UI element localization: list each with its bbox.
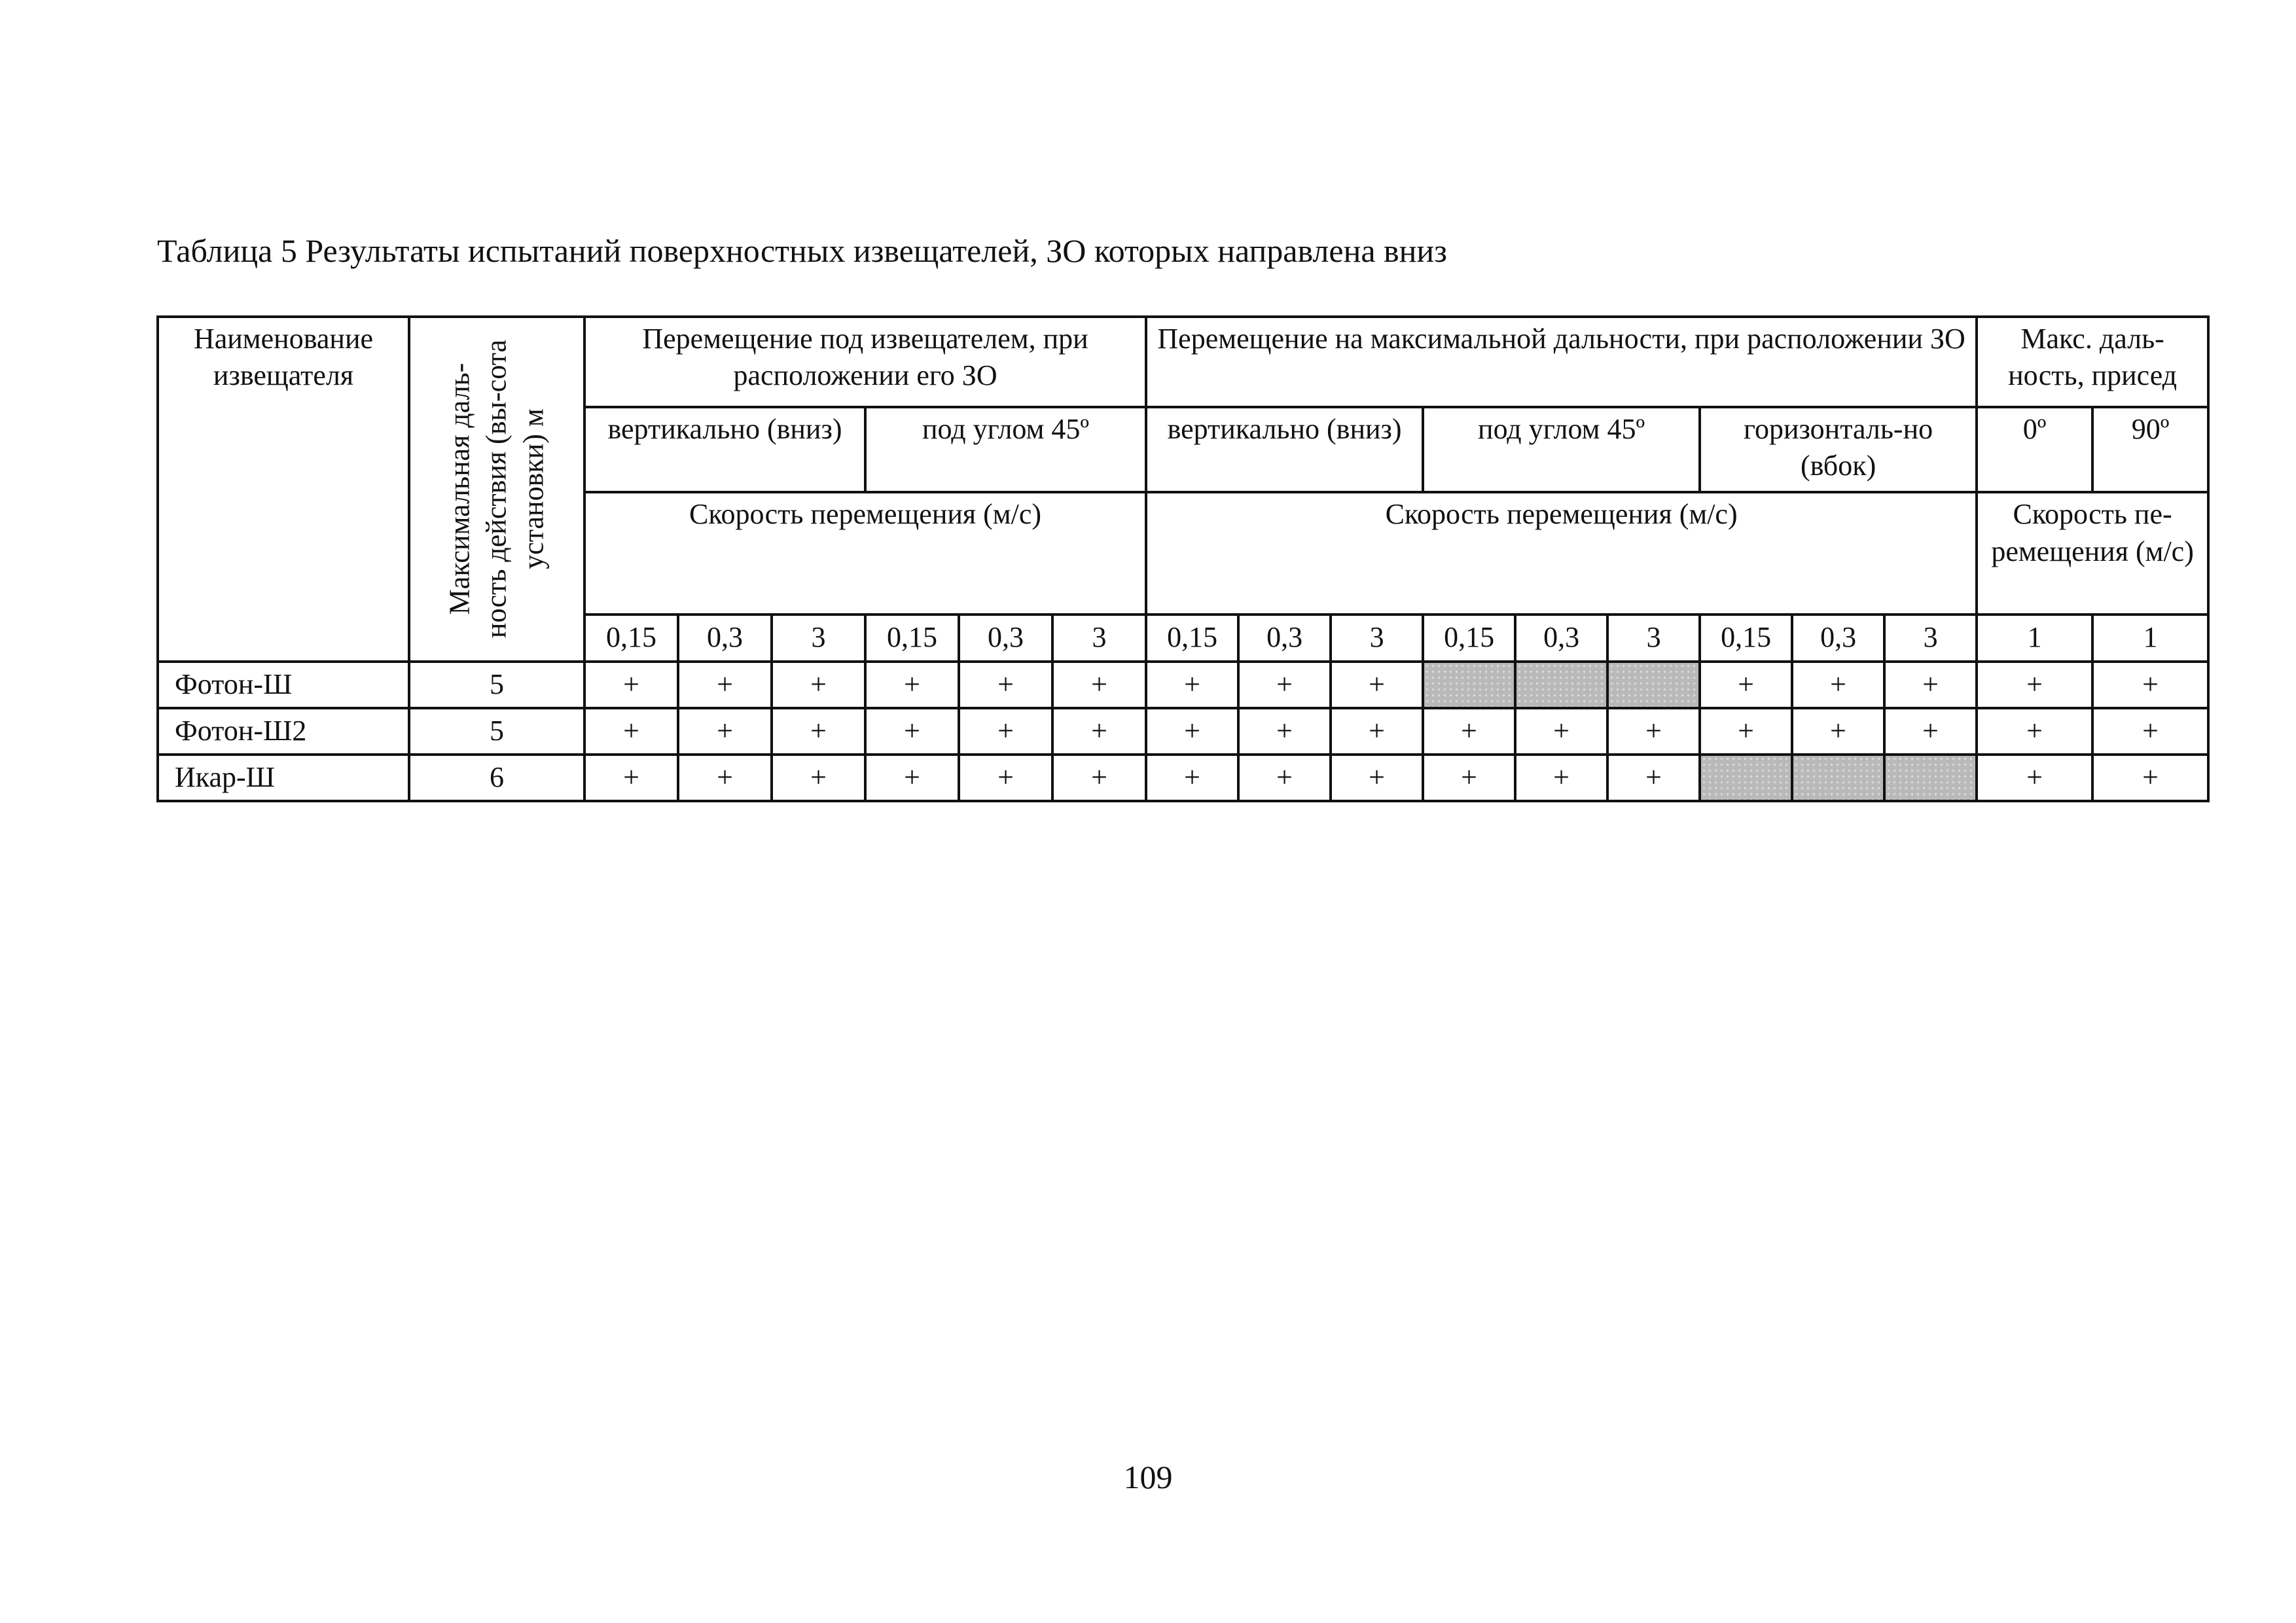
detector-name-cell: Фотон-Ш2 <box>158 708 409 755</box>
result-cell: + <box>1792 662 1884 708</box>
speed-value: 0,15 <box>584 615 678 662</box>
result-cell: + <box>865 662 959 708</box>
result-cell: + <box>678 662 772 708</box>
result-cell: + <box>1331 708 1423 755</box>
result-cell: + <box>1146 708 1238 755</box>
header-speed-under: Скорость перемещения (м/с) <box>584 492 1146 614</box>
table-row <box>158 662 2208 708</box>
result-cell: + <box>1331 662 1423 708</box>
result-cell: + <box>1146 662 1238 708</box>
result-cell: + <box>678 708 772 755</box>
speed-value: 0,3 <box>959 615 1052 662</box>
result-cell: + <box>584 708 678 755</box>
speed-value: 0,3 <box>1515 615 1607 662</box>
result-cell: + <box>1052 662 1146 708</box>
result-cell: + <box>772 662 865 708</box>
header-squat-90: 90º <box>2092 407 2208 492</box>
result-cell: + <box>1146 755 1238 801</box>
speed-value: 3 <box>772 615 865 662</box>
header-name-col: Наименование извещателя <box>158 317 409 662</box>
result-cell: + <box>584 662 678 708</box>
range-cell: 5 <box>409 708 584 755</box>
result-cell: + <box>1977 662 2092 708</box>
result-cell: + <box>1607 708 1700 755</box>
header-group-squat: Макс. даль-ность, присед <box>1977 317 2208 407</box>
detector-name-cell: Фотон-Ш <box>158 662 409 708</box>
result-cell: + <box>1515 755 1607 801</box>
result-cell: + <box>1052 708 1146 755</box>
speed-value: 1 <box>1977 615 2092 662</box>
result-cell: + <box>2092 708 2208 755</box>
result-cell-not-tested <box>1423 662 1515 708</box>
header-group-max: Перемещение на максимальной дальности, при расположении ЗО <box>1146 317 1977 407</box>
speed-value: 1 <box>2092 615 2208 662</box>
result-cell: + <box>678 755 772 801</box>
result-cell: + <box>1607 755 1700 801</box>
results-table <box>156 315 2210 802</box>
header-under-45: под углом 45º <box>865 407 1146 492</box>
result-cell: + <box>959 755 1052 801</box>
result-cell: + <box>1515 708 1607 755</box>
speed-value: 0,3 <box>678 615 772 662</box>
speed-value: 3 <box>1052 615 1146 662</box>
speed-value: 0,15 <box>865 615 959 662</box>
result-cell-not-tested <box>1515 662 1607 708</box>
speed-value: 0,15 <box>1423 615 1515 662</box>
result-cell-not-tested <box>1792 755 1884 801</box>
header-max-45: под углом 45º <box>1423 407 1700 492</box>
result-cell: + <box>1238 708 1331 755</box>
result-cell: + <box>1423 755 1515 801</box>
header-group-under: Перемещение под извещателем, при расположении его ЗО <box>584 317 1146 407</box>
result-cell: + <box>1331 755 1423 801</box>
result-cell: + <box>772 708 865 755</box>
result-cell: + <box>1238 662 1331 708</box>
table-row <box>158 708 2208 755</box>
speed-value: 3 <box>1607 615 1700 662</box>
header-range-col: Максимальная даль-ность действия (вы-сота установки) м <box>409 317 584 662</box>
header-max-vertical: вертикально (вниз) <box>1146 407 1423 492</box>
speed-value: 0,15 <box>1700 615 1792 662</box>
page-number: 109 <box>1123 1459 1173 1495</box>
header-speed-squat: Скорость пе-ремещения (м/с) <box>1977 492 2208 614</box>
result-cell: + <box>1977 708 2092 755</box>
result-cell: + <box>1700 662 1792 708</box>
range-cell: 5 <box>409 662 584 708</box>
result-cell: + <box>865 755 959 801</box>
result-cell: + <box>1884 662 1977 708</box>
header-speed-max: Скорость перемещения (м/с) <box>1146 492 1977 614</box>
result-cell: + <box>1884 708 1977 755</box>
result-cell: + <box>584 755 678 801</box>
speed-value: 0,3 <box>1238 615 1331 662</box>
result-cell: + <box>1052 755 1146 801</box>
result-cell: + <box>772 755 865 801</box>
range-cell: 6 <box>409 755 584 801</box>
result-cell: + <box>2092 755 2208 801</box>
header-row-groups <box>158 317 2208 407</box>
header-max-horizontal: горизонталь-но (вбок) <box>1700 407 1977 492</box>
result-cell-not-tested <box>1607 662 1700 708</box>
speed-value: 3 <box>1331 615 1423 662</box>
result-cell: + <box>1977 755 2092 801</box>
result-cell: + <box>1700 708 1792 755</box>
speed-value: 0,3 <box>1792 615 1884 662</box>
result-cell: + <box>1238 755 1331 801</box>
result-cell-not-tested <box>1700 755 1792 801</box>
result-cell: + <box>959 708 1052 755</box>
result-cell: + <box>2092 662 2208 708</box>
result-cell: + <box>959 662 1052 708</box>
header-under-vertical: вертикально (вниз) <box>584 407 865 492</box>
table-body <box>158 662 2208 801</box>
result-cell: + <box>865 708 959 755</box>
speed-value: 0,15 <box>1146 615 1238 662</box>
table-row <box>158 755 2208 801</box>
speed-value: 3 <box>1884 615 1977 662</box>
header-squat-0: 0º <box>1977 407 2092 492</box>
detector-name-cell: Икар-Ш <box>158 755 409 801</box>
result-cell: + <box>1792 708 1884 755</box>
result-cell-not-tested <box>1884 755 1977 801</box>
table-caption: Таблица 5 Результаты испытаний поверхностных извещателей, ЗО которых направлена вниз <box>157 232 1447 269</box>
result-cell: + <box>1423 708 1515 755</box>
